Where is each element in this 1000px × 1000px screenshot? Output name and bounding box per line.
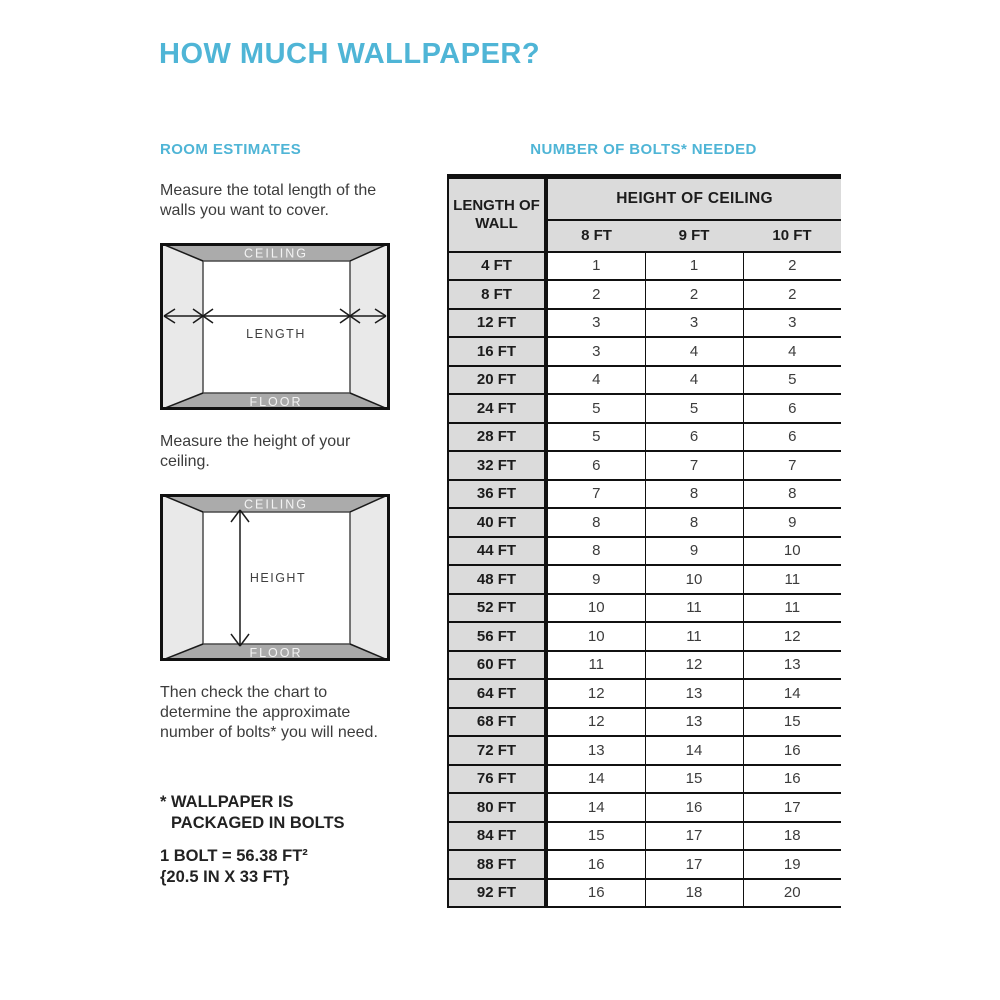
floor-label: FLOOR bbox=[249, 646, 303, 660]
wall-length-cell: 16 FT bbox=[448, 337, 546, 366]
bolts-9ft-cell: 9 bbox=[645, 537, 743, 566]
bolts-needed-heading: NUMBER OF BOLTS* NEEDED bbox=[530, 141, 757, 158]
check-chart-instruction: Then check the chart to determine the approximate number of bolts* you will need. bbox=[160, 684, 378, 741]
bolts-8ft-cell: 1 bbox=[546, 252, 645, 281]
table-row bbox=[448, 423, 841, 452]
table-row bbox=[448, 651, 841, 680]
bolts-table bbox=[447, 174, 841, 908]
col-header-9ft: 9 FT bbox=[645, 220, 743, 252]
wall-length-cell: 20 FT bbox=[448, 366, 546, 395]
wall-length-cell: 52 FT bbox=[448, 594, 546, 623]
bolts-10ft-cell: 13 bbox=[743, 651, 841, 680]
bolts-10ft-cell: 6 bbox=[743, 423, 841, 452]
bolts-10ft-cell: 12 bbox=[743, 622, 841, 651]
bolts-9ft-cell: 6 bbox=[645, 423, 743, 452]
bolts-10ft-cell: 4 bbox=[743, 337, 841, 366]
table-row bbox=[448, 879, 841, 908]
bolts-10ft-cell: 8 bbox=[743, 480, 841, 509]
table-row bbox=[448, 252, 841, 281]
table-row bbox=[448, 622, 841, 651]
height-label: HEIGHT bbox=[249, 571, 307, 585]
bolts-9ft-cell: 1 bbox=[645, 252, 743, 281]
footnote-line-1: * WALLPAPER IS bbox=[160, 793, 294, 811]
bolts-10ft-cell: 2 bbox=[743, 252, 841, 281]
left-wall-shape bbox=[160, 494, 203, 661]
table-row bbox=[448, 451, 841, 480]
table-row bbox=[448, 793, 841, 822]
bolts-8ft-cell: 4 bbox=[546, 366, 645, 395]
bolts-10ft-cell: 20 bbox=[743, 879, 841, 908]
height-of-ceiling-header: HEIGHT OF CEILING bbox=[546, 177, 841, 220]
bolt-area-line: 1 BOLT = 56.38 FT² bbox=[160, 847, 308, 865]
bolts-8ft-cell: 16 bbox=[546, 879, 645, 908]
bolts-8ft-cell: 11 bbox=[546, 651, 645, 680]
wall-length-cell: 36 FT bbox=[448, 480, 546, 509]
table-row bbox=[448, 508, 841, 537]
bolts-10ft-cell: 11 bbox=[743, 565, 841, 594]
bolts-10ft-cell: 7 bbox=[743, 451, 841, 480]
bolts-10ft-cell: 5 bbox=[743, 366, 841, 395]
table-row bbox=[448, 708, 841, 737]
wall-length-cell: 64 FT bbox=[448, 679, 546, 708]
ceiling-label: CEILING bbox=[243, 497, 309, 512]
wall-length-cell: 68 FT bbox=[448, 708, 546, 737]
measure-height-instruction: Measure the height of your ceiling. bbox=[160, 433, 351, 470]
wall-length-cell: 60 FT bbox=[448, 651, 546, 680]
table-row bbox=[448, 850, 841, 879]
bolts-8ft-cell: 10 bbox=[546, 594, 645, 623]
table-row bbox=[448, 594, 841, 623]
wall-length-cell: 12 FT bbox=[448, 309, 546, 338]
bolts-9ft-cell: 5 bbox=[645, 394, 743, 423]
wall-length-cell: 72 FT bbox=[448, 736, 546, 765]
bolts-9ft-cell: 11 bbox=[645, 594, 743, 623]
wall-length-cell: 24 FT bbox=[448, 394, 546, 423]
bolts-table-body bbox=[448, 252, 841, 908]
table-row bbox=[448, 565, 841, 594]
table-row bbox=[448, 679, 841, 708]
col-header-8ft: 8 FT bbox=[546, 220, 645, 252]
bolts-8ft-cell: 8 bbox=[546, 537, 645, 566]
right-wall-shape bbox=[350, 243, 390, 410]
bolts-8ft-cell: 15 bbox=[546, 822, 645, 851]
bolts-9ft-cell: 15 bbox=[645, 765, 743, 794]
bolts-9ft-cell: 4 bbox=[645, 337, 743, 366]
bolts-8ft-cell: 12 bbox=[546, 679, 645, 708]
length-label: LENGTH bbox=[246, 327, 306, 341]
bolts-8ft-cell: 10 bbox=[546, 622, 645, 651]
wall-length-cell: 80 FT bbox=[448, 793, 546, 822]
table-row bbox=[448, 337, 841, 366]
bolts-10ft-cell: 2 bbox=[743, 280, 841, 309]
bolts-9ft-cell: 12 bbox=[645, 651, 743, 680]
bolts-9ft-cell: 8 bbox=[645, 480, 743, 509]
bolts-9ft-cell: 2 bbox=[645, 280, 743, 309]
length-of-wall-header: LENGTH OF WALL bbox=[448, 177, 546, 252]
col-header-10ft: 10 FT bbox=[743, 220, 841, 252]
bolts-9ft-cell: 13 bbox=[645, 708, 743, 737]
bolts-10ft-cell: 3 bbox=[743, 309, 841, 338]
measure-length-instruction: Measure the total length of the walls you want to cover. bbox=[160, 182, 377, 219]
table-row bbox=[448, 280, 841, 309]
wall-length-cell: 8 FT bbox=[448, 280, 546, 309]
bolts-10ft-cell: 16 bbox=[743, 736, 841, 765]
table-row bbox=[448, 309, 841, 338]
bolts-9ft-cell: 7 bbox=[645, 451, 743, 480]
wall-length-cell: 4 FT bbox=[448, 252, 546, 281]
table-row bbox=[448, 480, 841, 509]
bolts-9ft-cell: 8 bbox=[645, 508, 743, 537]
wall-length-cell: 44 FT bbox=[448, 537, 546, 566]
bolts-9ft-cell: 17 bbox=[645, 822, 743, 851]
table-row bbox=[448, 366, 841, 395]
table-row bbox=[448, 537, 841, 566]
bolts-8ft-cell: 5 bbox=[546, 394, 645, 423]
bolts-10ft-cell: 14 bbox=[743, 679, 841, 708]
wall-length-cell: 92 FT bbox=[448, 879, 546, 908]
bolt-size-info bbox=[160, 846, 308, 888]
wallpaper-bolts-footnote bbox=[160, 792, 345, 834]
wall-length-cell: 84 FT bbox=[448, 822, 546, 851]
wall-length-cell: 88 FT bbox=[448, 850, 546, 879]
bolts-10ft-cell: 17 bbox=[743, 793, 841, 822]
bolts-8ft-cell: 5 bbox=[546, 423, 645, 452]
bolts-9ft-cell: 17 bbox=[645, 850, 743, 879]
ceiling-label: CEILING bbox=[243, 246, 309, 261]
bolts-8ft-cell: 8 bbox=[546, 508, 645, 537]
bolts-9ft-cell: 10 bbox=[645, 565, 743, 594]
bolts-8ft-cell: 13 bbox=[546, 736, 645, 765]
table-row bbox=[448, 822, 841, 851]
bolts-8ft-cell: 3 bbox=[546, 337, 645, 366]
wall-length-cell: 48 FT bbox=[448, 565, 546, 594]
bolts-8ft-cell: 7 bbox=[546, 480, 645, 509]
bolts-8ft-cell: 14 bbox=[546, 793, 645, 822]
table-row bbox=[448, 765, 841, 794]
bolts-10ft-cell: 9 bbox=[743, 508, 841, 537]
length-diagram bbox=[160, 243, 390, 410]
bolts-10ft-cell: 6 bbox=[743, 394, 841, 423]
bolts-8ft-cell: 2 bbox=[546, 280, 645, 309]
bolts-10ft-cell: 18 bbox=[743, 822, 841, 851]
bolts-needed-section bbox=[447, 141, 840, 908]
bolts-8ft-cell: 9 bbox=[546, 565, 645, 594]
wall-length-cell: 28 FT bbox=[448, 423, 546, 452]
bolts-8ft-cell: 16 bbox=[546, 850, 645, 879]
floor-label: FLOOR bbox=[249, 395, 303, 409]
left-wall-shape bbox=[160, 243, 203, 410]
bolt-dimensions-line: {20.5 IN X 33 FT} bbox=[160, 868, 290, 886]
right-wall-shape bbox=[350, 494, 390, 661]
bolts-8ft-cell: 12 bbox=[546, 708, 645, 737]
bolts-9ft-cell: 14 bbox=[645, 736, 743, 765]
bolts-9ft-cell: 4 bbox=[645, 366, 743, 395]
room-estimates-heading: ROOM ESTIMATES bbox=[160, 141, 302, 158]
bolts-8ft-cell: 3 bbox=[546, 309, 645, 338]
footnote-line-2: PACKAGED IN BOLTS bbox=[171, 814, 345, 832]
wall-length-cell: 76 FT bbox=[448, 765, 546, 794]
bolts-9ft-cell: 3 bbox=[645, 309, 743, 338]
bolts-10ft-cell: 16 bbox=[743, 765, 841, 794]
table-row bbox=[448, 736, 841, 765]
bolts-10ft-cell: 11 bbox=[743, 594, 841, 623]
bolts-9ft-cell: 13 bbox=[645, 679, 743, 708]
bolts-table-header bbox=[448, 177, 841, 252]
bolts-10ft-cell: 10 bbox=[743, 537, 841, 566]
wall-length-cell: 32 FT bbox=[448, 451, 546, 480]
table-row bbox=[448, 394, 841, 423]
wall-length-cell: 40 FT bbox=[448, 508, 546, 537]
bolts-9ft-cell: 11 bbox=[645, 622, 743, 651]
bolts-9ft-cell: 16 bbox=[645, 793, 743, 822]
bolts-10ft-cell: 15 bbox=[743, 708, 841, 737]
page-title: HOW MUCH WALLPAPER? bbox=[159, 38, 541, 70]
bolts-9ft-cell: 18 bbox=[645, 879, 743, 908]
bolts-8ft-cell: 6 bbox=[546, 451, 645, 480]
height-diagram bbox=[160, 494, 390, 661]
wall-length-cell: 56 FT bbox=[448, 622, 546, 651]
bolts-8ft-cell: 14 bbox=[546, 765, 645, 794]
bolts-10ft-cell: 19 bbox=[743, 850, 841, 879]
